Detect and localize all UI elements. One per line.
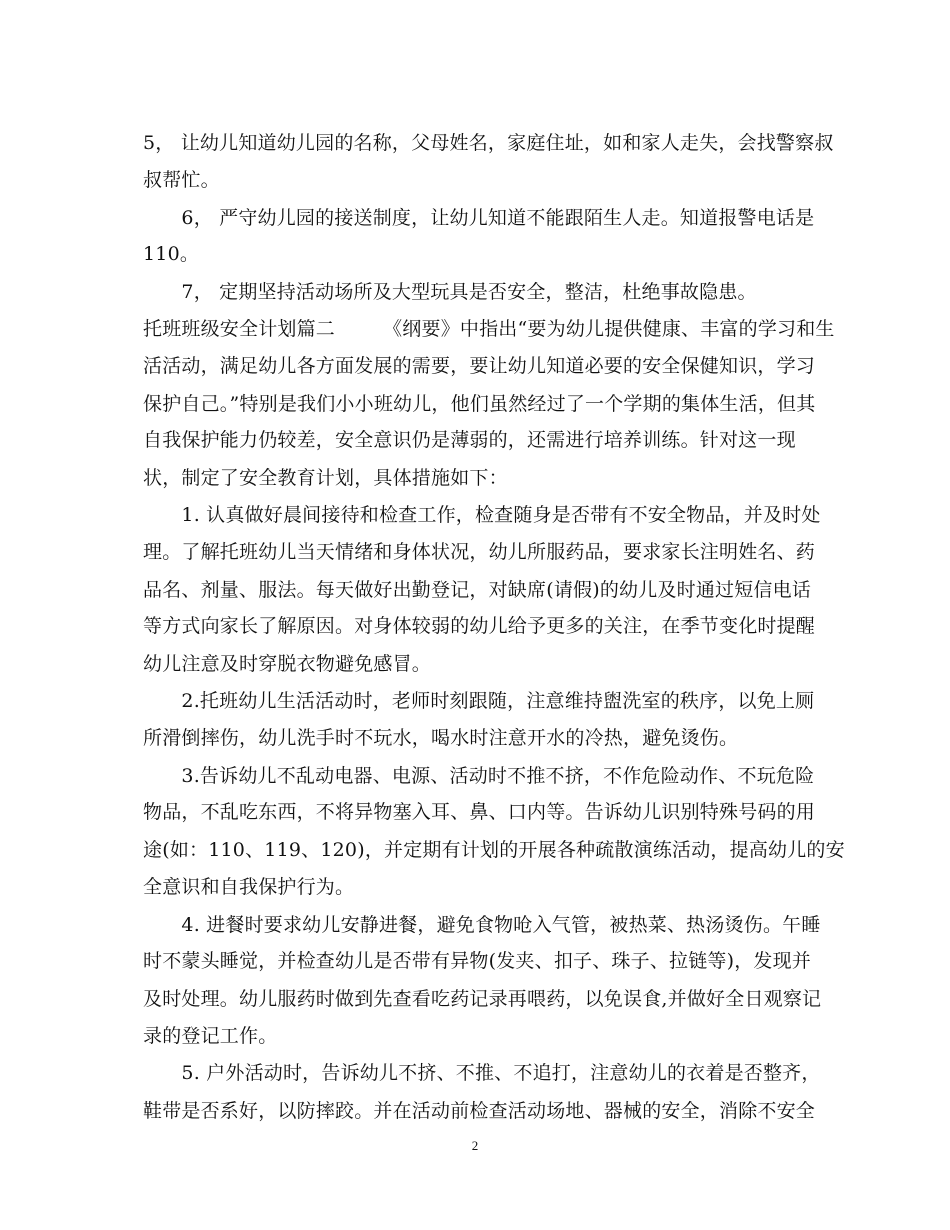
text-line: 保护自己。”特别是我们小小班幼儿，他们虽然经过了一个学期的集体生活，但其: [143, 393, 816, 415]
text-line: 时不蒙头睡觉，并检查幼儿是否带有异物(发夹、扣子、珠子、拉链等)，发现并: [143, 950, 812, 972]
text-line: 录的登记工作。: [143, 1025, 278, 1047]
text-line: 托班班级安全计划篇二 《纲要》中指出“要为幼儿提供健康、丰富的学习和生: [143, 318, 835, 340]
text-line: 2.托班幼儿生活活动时，老师时刻跟随，注意维持盥洗室的秩序，以免上厕: [143, 690, 815, 712]
text-line: 理。了解托班幼儿当天情绪和身体状况，幼儿所服药品，要求家长注明姓名、药: [143, 541, 816, 563]
text-line: 鞋带是否系好，以防摔跤。并在活动前检查活动场地、器械的安全，消除不安全: [143, 1100, 816, 1122]
text-line: 品名、剂量、服法。每天做好出勤登记，对缺席(请假)的幼儿及时通过短信电话: [143, 579, 812, 601]
text-line: 叔帮忙。: [143, 169, 220, 191]
text-line: 7， 定期坚持活动场所及大型玩具是否安全，整洁，杜绝事故隐患。: [143, 281, 757, 303]
text-line: 4. 进餐时要求幼儿安静进餐，避免食物呛入气管，被热菜、热汤烫伤。午睡: [143, 914, 821, 936]
text-line: 幼儿注意及时穿脱衣物避免感冒。: [143, 653, 432, 675]
text-line: 活活动，满足幼儿各方面发展的需要，要让幼儿知道必要的安全保健知识，学习: [143, 355, 816, 377]
text-line: 5. 户外活动时，告诉幼儿不挤、不推、不追打，注意幼儿的衣着是否整齐，: [143, 1062, 821, 1084]
text-line: 等方式向家长了解原因。对身体较弱的幼儿给予更多的关注，在季节变化时提醒: [143, 615, 816, 637]
text-line: 物品，不乱吃东西，不将异物塞入耳、鼻、口内等。告诉幼儿识别特殊号码的用: [143, 801, 816, 823]
text-line: 全意识和自我保护行为。: [143, 876, 355, 898]
text-line: 及时处理。幼儿服药时做到先查看吃药记录再喂药，以免误食,并做好全日观察记: [143, 988, 822, 1010]
text-line: 5， 让幼儿知道幼儿园的名称，父母姓名，家庭住址，如和家人走失，会找警察叔: [143, 132, 834, 154]
text-line: 所滑倒摔伤，幼儿洗手时不玩水，喝水时注意开水的冷热，避免烫伤。: [143, 727, 739, 749]
text-line: 途(如：110、119、120)，并定期有计划的开展各种疏散演练活动，提高幼儿的安: [143, 839, 845, 861]
page-number: 2: [471, 1138, 479, 1153]
text-line: 6， 严守幼儿园的接送制度，让幼儿知道不能跟陌生人走。知道报警电话是: [143, 207, 815, 229]
text-line: 110。: [143, 243, 200, 265]
text-line: 自我保护能力仍较差，安全意识仍是薄弱的，还需进行培养训练。针对这一现: [143, 429, 796, 451]
text-line: 状，制定了安全教育计划，具体措施如下：: [143, 467, 508, 489]
text-line: 1. 认真做好晨间接待和检查工作，检查随身是否带有不安全物品，并及时处: [143, 504, 821, 526]
text-line: 3.告诉幼儿不乱动电器、电源、活动时不推不挤，不作危险动作、不玩危险: [143, 765, 815, 787]
